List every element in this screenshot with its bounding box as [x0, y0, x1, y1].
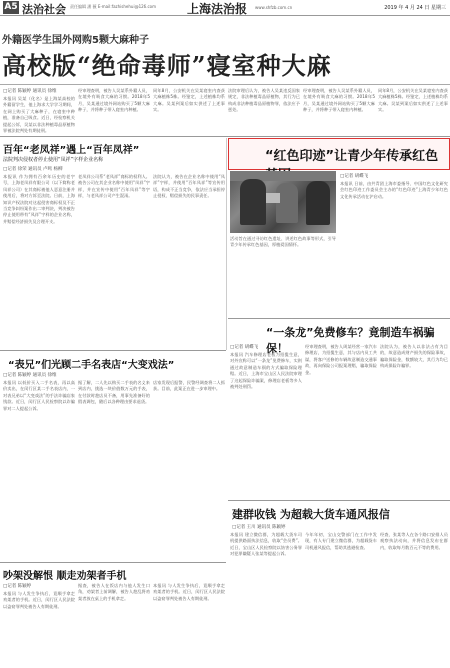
story6-title: 建群收钱 为超载大货车通风报信 [232, 508, 390, 521]
section-title: 法治社会 [22, 3, 66, 16]
section-divider [0, 350, 226, 351]
section-divider [0, 562, 226, 563]
lead-byline: □记者 陈颖婷 通讯员 徐维 [3, 89, 57, 94]
story2-body-col3: 法院认为，被告在企业名称中使用“凤祥”字样，并使用“百年凤祥”等宣传用语，构成不正当竞争，依法应当承担停止侵权、赔偿损失的民事责任。 [153, 174, 225, 199]
story4-body-col1: 本报讯 以低价买入二手名表，再以高价卖出，在闵行区某二手名表店内，一对表兄弟以“大变戏法”的手法诈骗店家钱款。近日，闵行区人民检察院以诈骗罪对二人提起公诉。 [3, 380, 75, 411]
story4-body-col3: 店家发现后报警，民警经调查将二人抓获。目前，此案正在进一步审理中。 [153, 380, 225, 392]
story2-subtitle: 法院判决侵权者停止使用“凤祥”字样企业名称 [3, 157, 104, 163]
story5-body-col1: 本报讯 汽车修理店老板为招揽生意，对外宣称可以“一条龙”免费修车，实则通过故意制造车祸的方式骗取保险理赔。近日，上海市宝山区人民法院审理了这起保险诈骗案，修理店老板等多人被判处刑罚。 [230, 352, 302, 390]
lead-body-col3: 同年8月，公安机关在吴某寝室内查获大麻植株5株。经鉴定，上述植株均系大麻。吴某到案后如实供述了上述事实。 [153, 88, 225, 113]
story2-body-col2: 老凤祥公司系“老凤祥”商标的权利人。被告公司在其企业名称中使用“凤祥”字样，并在宣传中使用“百年凤祥”等字样，与老凤祥公司产生混淆。 [78, 174, 150, 199]
section-editor: 责任编辑 潘 薇 E-mail:fazhishehui@126.com [70, 4, 157, 9]
section-divider [228, 318, 450, 319]
lead-kicker: 外籍医学生国外网购5颗大麻种子 [2, 35, 149, 46]
issue-date: 2019 年 4 月 24 日 星期三 [384, 5, 446, 11]
story6-body-col1: 本报讯 建立微信群，为超载大货车司机提供路面执法信息，收取“会员费”。近日，宝山区人民检察院以妨害公务罪对犯罪嫌疑人张某等提起公诉。 [230, 532, 302, 557]
lead-body-col5: 经审理查明，被告人吴某系外籍人员，在境外有吸食大麻的习惯。2018年5月，吴某通过境外网站购买了5颗大麻种子，并将种子带入寝室内种植。 [303, 88, 375, 113]
story3-title: “红色印迹”让青少年传承红色 [265, 149, 439, 164]
story5-byline: □记者 胡蝶飞 [230, 345, 259, 350]
column-divider [226, 138, 227, 350]
story7-body-col1: 本报讯 与人发生争执后，竟顺手拿走劝架者的手机。近日，闵行区人民法院以盗窃罪判处被告人有期徒刑。 [3, 591, 75, 609]
story5-title: “一条龙”免费修车？竟制造车祸骗保！ [266, 326, 435, 355]
page-number: A5 [4, 2, 18, 12]
story5-body-col3: 法院认为，被告人以非法占有为目的，故意造成财产损失的保险事故，骗取保险金，数额较大，其行为均已构成保险诈骗罪。 [380, 344, 448, 369]
story2-byline: □记者 徐荣 通讯员 卢鸣 杨柳 [3, 167, 63, 172]
story3-header-box [228, 138, 450, 170]
story6-byline: □记者 王川 通讯员 陈颖婷 [232, 525, 286, 530]
paper-name: 上海法治报 [187, 2, 248, 16]
story4-body-col2: 据了解，二人先以购买二手表的名义来到店内，挑选一块价值数万元的手表，在付款时趁店员不备，用事先准备好的假表调包，随后以各种理由要求退货。 [78, 380, 150, 405]
paper-website: www.shfzb.com.cn [255, 5, 293, 10]
lead-body-col6: 同年8月，公安机关在吴某寝室内查获大麻植株5株。经鉴定，上述植株均系大麻。吴某到案后如实供述了上述事实。 [378, 88, 448, 113]
story7-body-col3: 本报讯 与人发生争执后，竟顺手拿走劝架者的手机。近日，闵行区人民法院以盗窃罪判处被告人有期徒刑。 [153, 583, 225, 601]
story6-body-col2: 今年年初，宝山交警部门在工作中发现，有人专门建立微信群，为超载货车司机通风报信，帮助其逃避检查。 [305, 532, 377, 550]
story2-body-col1: 本报讯 作为拥有百余年历史的老字号，上海老凤祥有限公司（以下简称老凤祥公司）在其商标被他人恶意注册并使用后，将对方诉至法院。日前，上海知识产权法院对这起侵害商标权及不正当竞争纠纷案作出二审判决，判决被告停止使用带有“凤祥”字样的企业名称，并赔偿经济损失及合理开支。 [3, 174, 75, 224]
story3-body-col1: 本报讯 日前，由共青团上海市委指导、中国红色文化研究会红色印迹工作委员会主办的“红色印迹”上海青少年红色文化传承活动在沪启动。 [340, 181, 448, 199]
lead-body-col4: 法院审理后认为，被告人吴某违反国家规定，非法种植毒品原植物，其行为已构成非法种植毒品原植物罪，依法应予惩处。 [228, 88, 300, 113]
headline-rule [0, 84, 450, 85]
story4-title: “表兄”们光顾二手名表店“大变戏法” [8, 360, 175, 371]
masthead [0, 0, 450, 16]
story2-title: 百年“老凤祥”遇上“百年凤祥” [3, 145, 140, 156]
story3-byline: □记者 胡蝶飞 [340, 174, 369, 179]
section-divider [228, 500, 450, 501]
lead-body-col2: 经审理查明，被告人吴某系外籍人员，在境外有吸食大麻的习惯。2018年5月，吴某通过境外网站购买了5颗大麻种子，并将种子带入寝室内种植。 [78, 88, 150, 113]
lead-headline: 高校版“绝命毒师”寝室种大麻 [2, 51, 332, 80]
lead-body-col1: 本报讯 吴某（化名）是上海某高校的外籍留学生，他上海求大学学习期间，在网上购买了大麻种子，在寝室中种植，准备自己吸食。近日，经检察机关提起公诉，吴某以非法种植毒品原植物罪被法院判处有期徒刑。 [3, 96, 75, 134]
story3-body-col2: 活动旨在通过寻访红色遗址、讲述红色故事等形式，引导青少年传承红色基因，厚植爱国情怀。 [230, 236, 336, 248]
section-divider [0, 136, 450, 137]
story7-title: 吵架没解恨 顺走劝架者手机 [3, 571, 127, 582]
story3-photo [230, 171, 336, 233]
story6-body-col3: 经查，张某等人在各个路口安排人员观察执法动向，并将信息发布在群内，收取每月数百元不等的费用。 [380, 532, 448, 550]
story4-byline: □记者 陈颖婷 通讯员 徐维 [3, 373, 57, 378]
story7-body-col2: 据查，被告人在饭店内与他人发生口角，劝架者上前调解，被告人趁乱将劝架者放在桌上的手机拿走。 [78, 583, 150, 601]
story7-byline: □记者 陈颖婷 [3, 584, 32, 589]
story5-body-col2: 经审理查明，被告人周某经营一家汽车修理店，为招揽生意，其与店内员工共谋，将客户送修的车辆故意制造交通事故，再向保险公司报案理赔，骗取保险金。 [305, 344, 377, 375]
